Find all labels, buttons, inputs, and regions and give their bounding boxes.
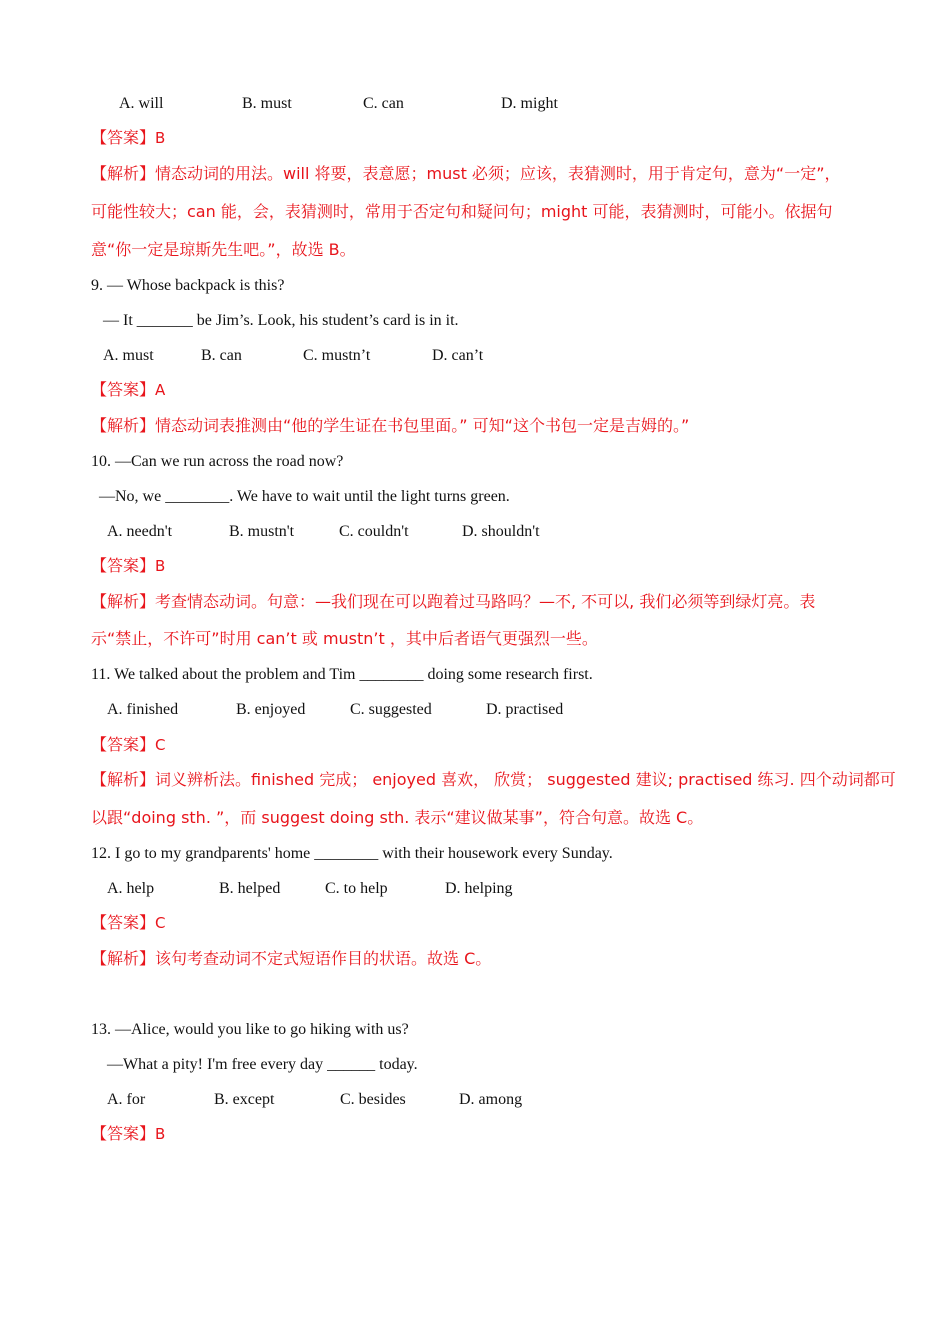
- answer-line: [91, 1124, 165, 1144]
- option-a: A. must: [103, 347, 154, 364]
- option-b: B. enjoyed: [236, 701, 306, 718]
- option-d: D. might: [501, 95, 558, 112]
- option-d: D. shouldn't: [462, 523, 540, 540]
- question-line: — It _______ be Jim’s. Look, his student’s card is in it.: [103, 312, 459, 329]
- option-b: B. can: [201, 347, 242, 364]
- analysis-line: 【解析】词义辨析法。finished 完成； enjoyed 喜欢， 欣赏； suggested 建议; practised 练习. 四个动词都可: [91, 770, 896, 789]
- answer-line: [91, 735, 166, 755]
- question-stem: 10. —Can we run across the road now?: [91, 453, 344, 470]
- analysis-line: 可能性较大；can 能，会，表猜测时，常用于否定句和疑问句；might 可能，表猜测时，可能小。依据句: [91, 202, 833, 221]
- option-d: D. among: [459, 1091, 523, 1108]
- analysis-line: 意“你一定是琼斯先生吧。”，故选 B。: [91, 240, 356, 259]
- option-c: C. couldn't: [339, 523, 409, 540]
- option-c: C. besides: [340, 1091, 406, 1108]
- question-stem: 11. We talked about the problem and Tim ________ doing some research first.: [91, 666, 593, 683]
- analysis-line: 以跟“doing sth. ”，而 suggest doing sth. 表示“建议做某事”，符合句意。故选 C。: [91, 808, 704, 827]
- option-b: B. except: [214, 1091, 275, 1108]
- answer-line: [91, 128, 165, 148]
- option-b: B. mustn't: [229, 523, 295, 540]
- answer-label: 【答案】: [91, 128, 156, 147]
- answer-label: 【答案】: [91, 913, 156, 932]
- answer-line: [91, 556, 165, 576]
- answer-label: 【答案】: [91, 735, 156, 754]
- question-stem: 13. —Alice, would you like to go hiking with us?: [91, 1021, 409, 1038]
- answer-value: A: [155, 381, 166, 399]
- analysis-line: 【解析】情态动词的用法。will 将要，表意愿；must 必须；应该，表猜测时，用于肯定句，意为“一定”，: [91, 164, 841, 183]
- answer-line: [91, 380, 165, 400]
- option-a: A. finished: [107, 701, 179, 718]
- option-d: D. helping: [445, 880, 513, 897]
- answer-value: B: [155, 129, 166, 147]
- answer-label: 【答案】: [91, 1124, 156, 1143]
- option-a: A. will: [119, 95, 164, 112]
- option-c: C. mustn’t: [303, 347, 371, 364]
- answer-value: C: [155, 914, 166, 932]
- question-line: —No, we ________. We have to wait until the light turns green.: [99, 488, 510, 505]
- option-d: D. practised: [486, 701, 564, 718]
- question-line: —What a pity! I'm free every day ______ today.: [107, 1056, 418, 1073]
- option-a: A. needn't: [107, 523, 173, 540]
- option-a: A. help: [107, 880, 155, 897]
- analysis-line: 示“禁止，不许可”时用 can’t 或 mustn’t ，其中后者语气更强烈一些。: [91, 629, 598, 648]
- question-stem: 9. — Whose backpack is this?: [91, 277, 285, 294]
- analysis-line: 【解析】考查情态动词。句意：—我们现在可以跑着过马路吗？—不, 不可以, 我们必须等到绿灯亮。表: [91, 592, 816, 611]
- option-b: B. helped: [219, 880, 281, 897]
- option-c: C. suggested: [350, 701, 432, 718]
- answer-label: 【答案】: [91, 556, 156, 575]
- option-c: C. can: [363, 95, 404, 112]
- analysis-line: 【解析】该句考查动词不定式短语作目的状语。故选 C。: [91, 949, 492, 968]
- analysis-line: 【解析】情态动词表推测由“他的学生证在书包里面。” 可知“这个书包一定是吉姆的。”: [91, 416, 690, 435]
- option-b: B. must: [242, 95, 292, 112]
- answer-value: C: [155, 736, 166, 754]
- answer-label: 【答案】: [91, 380, 156, 399]
- answer-value: B: [155, 557, 166, 575]
- option-d: D. can’t: [432, 347, 484, 364]
- option-a: A. for: [107, 1091, 146, 1108]
- question-stem: 12. I go to my grandparents' home ________ with their housework every Sunday.: [91, 845, 613, 862]
- option-c: C. to help: [325, 880, 388, 897]
- answer-value: B: [155, 1125, 166, 1143]
- answer-line: [91, 913, 166, 933]
